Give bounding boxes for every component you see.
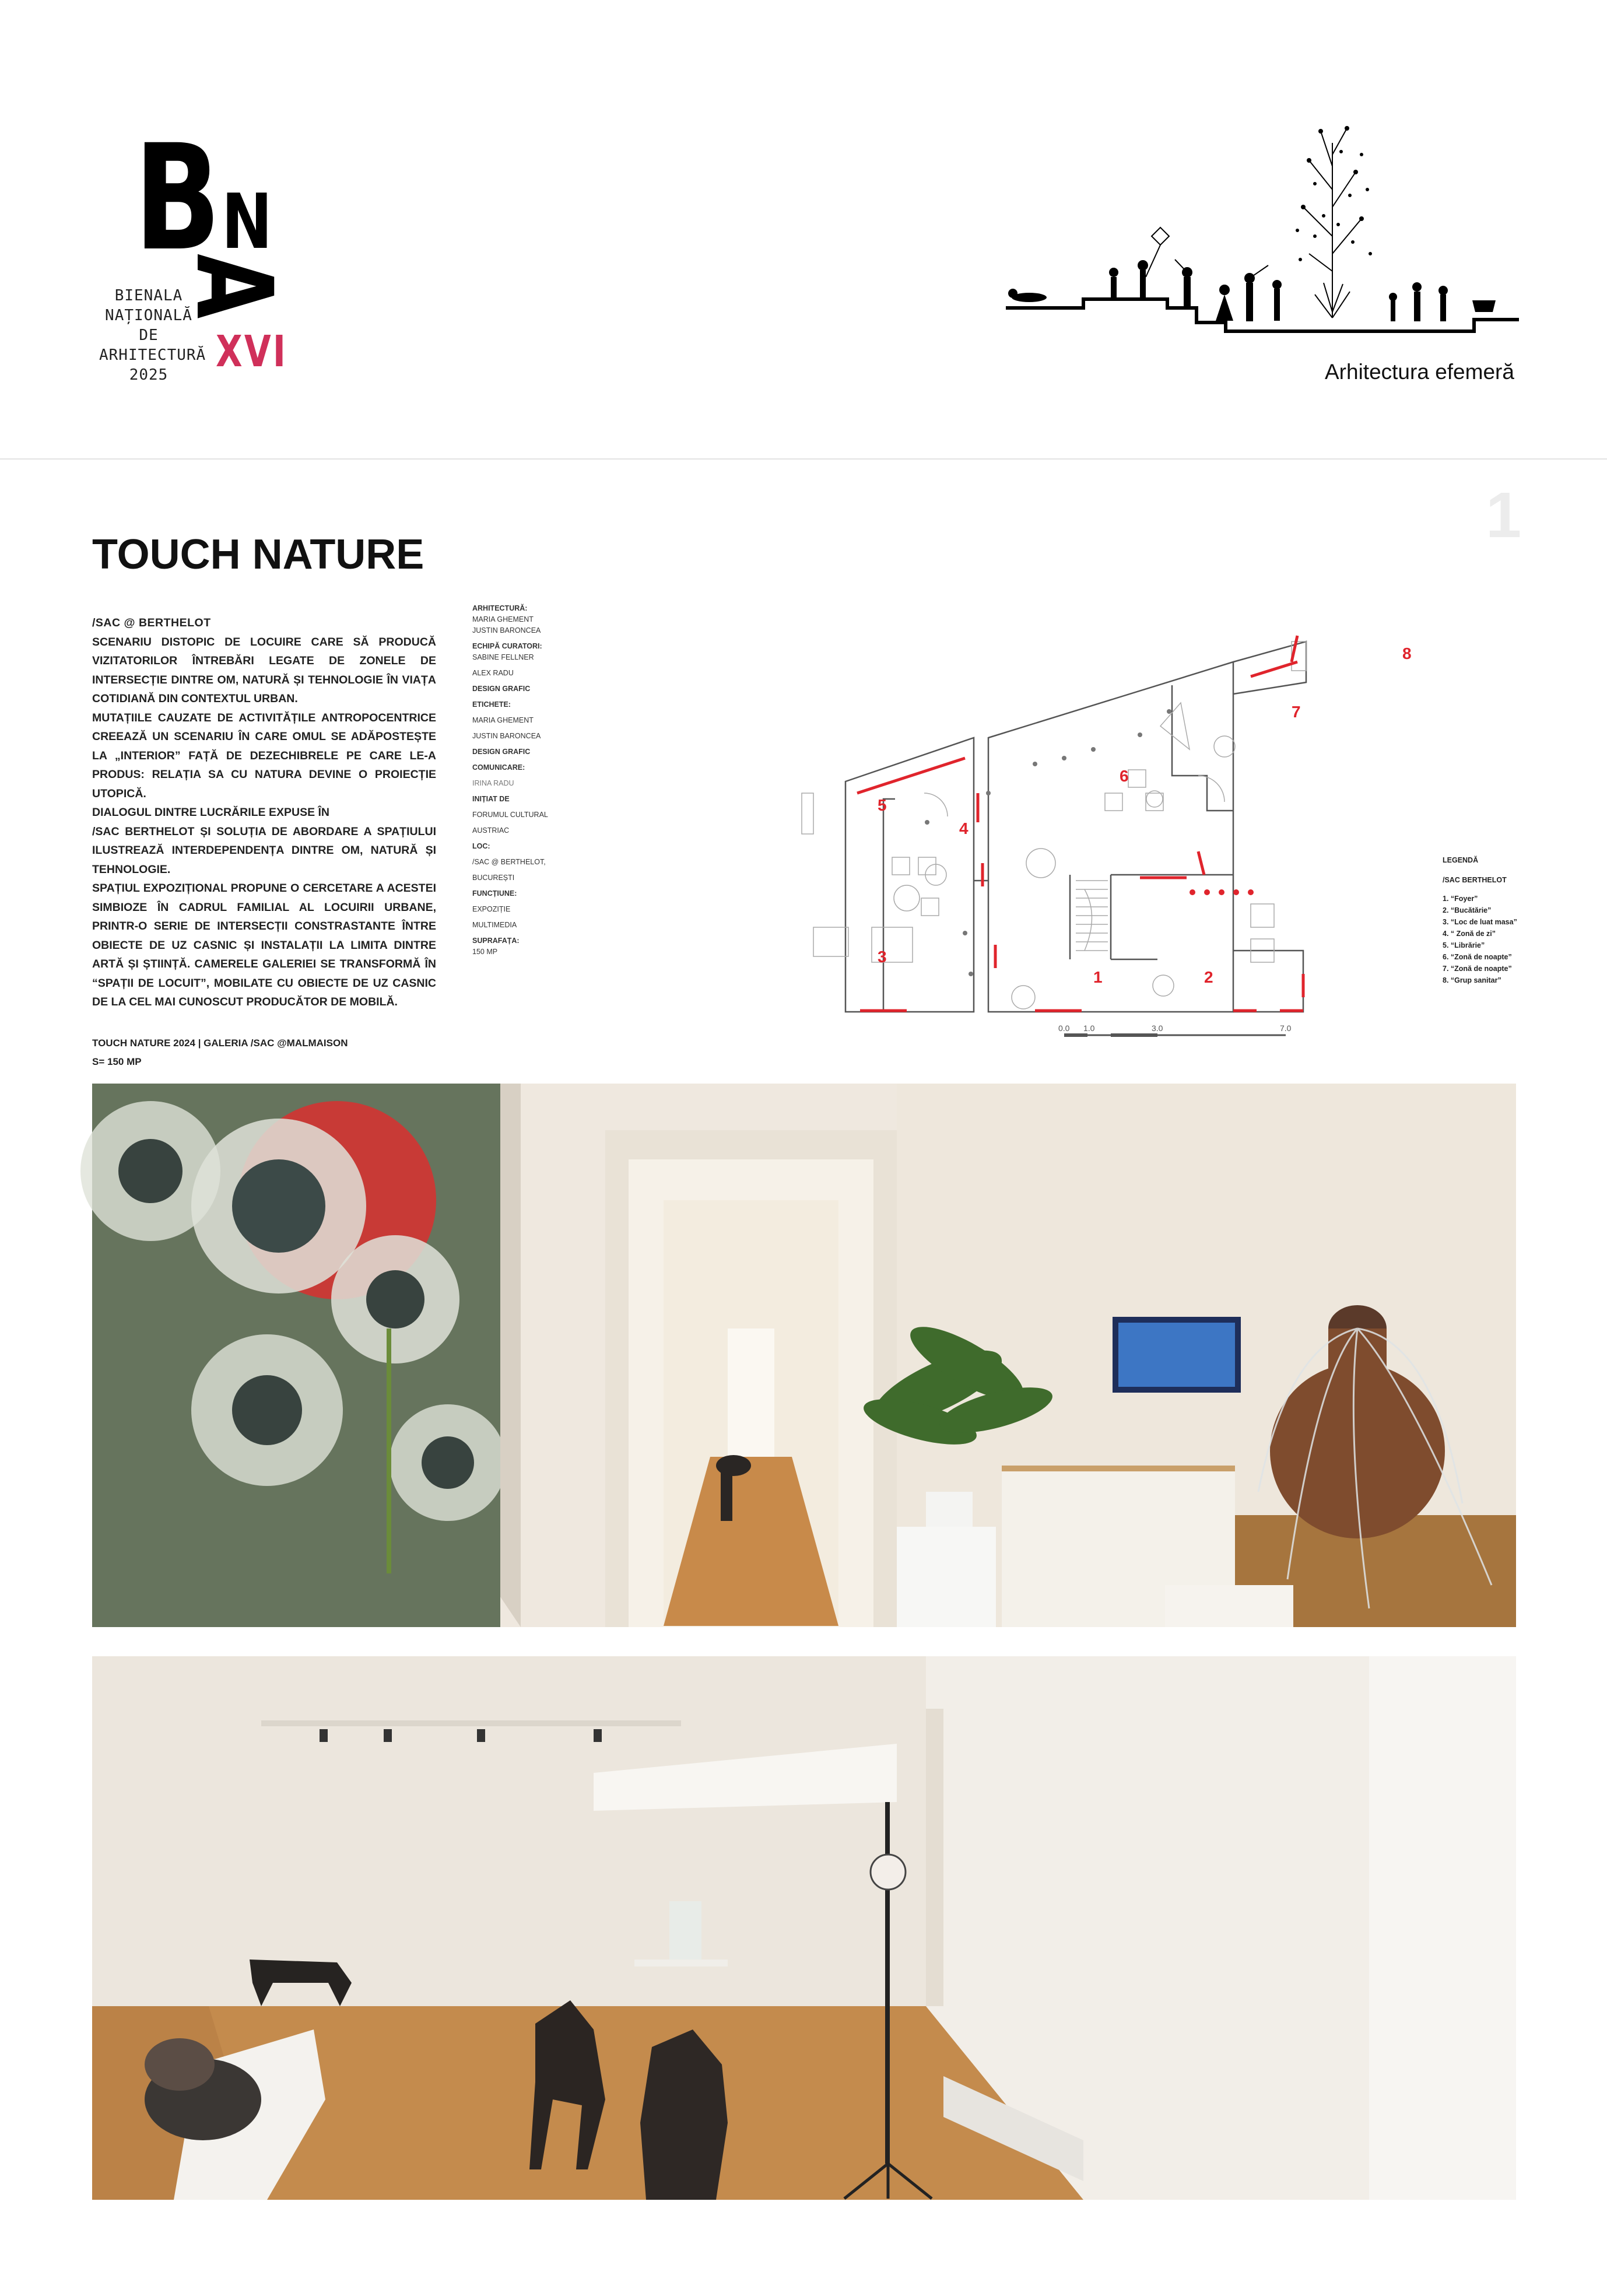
logo-line: NAȚIONALĂ xyxy=(105,307,192,324)
credits-list xyxy=(472,604,583,956)
theme-label: Arhitectura efemeră xyxy=(1325,360,1514,384)
description-paragraph: SCENARIU DISTOPIC DE LOCUIRE CARE SĂ PRODUCĂ VIZITATORILOR ÎNTREBĂRI LEGATE DE ZONELE DE INTERSECȚIE DINTRE OM, NATURĂ ȘI TEHNOLOGIE ÎN VIAȚA COTIDIANĂ DIN CONTEXTUL URBAN. xyxy=(92,635,436,705)
credit-value: IRINA RADU xyxy=(472,779,514,787)
room-number: 1 xyxy=(1093,968,1103,986)
project-description xyxy=(92,614,436,1012)
legend-item: 5. “Librărie” xyxy=(1443,941,1485,949)
scale-label: 7.0 xyxy=(1280,1023,1292,1033)
logo-letter-n: N xyxy=(222,177,273,266)
credit-value: EXPOZIȚIE xyxy=(472,905,511,913)
legend-item: 2. “Bucătărie” xyxy=(1443,906,1492,914)
credit-label: DESIGN GRAFIC xyxy=(472,685,531,693)
credit-label: ARHITECTURĂ: xyxy=(472,604,528,612)
logo-line: DE xyxy=(139,327,159,344)
credit-label: DESIGN GRAFIC xyxy=(472,748,531,756)
legend-item: 8. “Grup sanitar” xyxy=(1443,976,1501,984)
legend-item: 6. “Zonă de noapte” xyxy=(1443,953,1512,961)
credit-value: /SAC @ BERTHELOT, xyxy=(472,858,546,866)
gallery-photo-dogs xyxy=(92,1656,1516,2200)
credit-label: ETICHETE: xyxy=(472,700,511,709)
legend-item: 7. “Zonă de noapte” xyxy=(1443,965,1512,973)
credit-value: MULTIMEDIA xyxy=(472,921,517,929)
page-number: 1 xyxy=(1486,479,1522,551)
credit-value: SABINE FELLNER xyxy=(472,653,534,661)
legend-subtitle: /SAC BERTHELOT xyxy=(1443,876,1507,884)
legend-title: LEGENDĂ xyxy=(1443,856,1479,864)
credit-value: JUSTIN BARONCEA xyxy=(472,732,541,740)
credit-label: LOC: xyxy=(472,842,490,850)
description-paragraph: DIALOGUL DINTRE LUCRĂRILE EXPUSE ÎN xyxy=(92,806,329,819)
ephemeral-architecture-illustration xyxy=(1006,120,1519,364)
floor-plan xyxy=(790,601,1412,1050)
logo-text xyxy=(99,286,206,385)
scale-label: 1.0 xyxy=(1083,1023,1095,1033)
room-number: 3 xyxy=(878,948,887,966)
credit-value: AUSTRIAC xyxy=(472,826,510,835)
credit-value: JUSTIN BARONCEA xyxy=(472,626,541,635)
credit-value: FORUMUL CULTURAL xyxy=(472,811,548,819)
footer-line: TOUCH NATURE 2024 | GALERIA /SAC @MALMAISON xyxy=(92,1037,348,1049)
logo-line: BIENALA xyxy=(114,287,183,304)
description-paragraph: /SAC @ BERTHELOT xyxy=(92,616,211,629)
credit-label: SUPRAFAȚA: xyxy=(472,937,520,945)
credit-value: MARIA GHEMENT xyxy=(472,716,534,724)
legend-item: 3. “Loc de luat masa” xyxy=(1443,918,1517,926)
plan-legend xyxy=(1443,854,1517,986)
room-number: 8 xyxy=(1402,644,1412,662)
gallery-photo-kitchen xyxy=(92,1084,1516,1627)
credit-label: ECHIPĂ CURATORI: xyxy=(472,642,542,650)
legend-item: 4. “ Zonă de zi” xyxy=(1443,930,1496,938)
credit-value: BUCUREȘTI xyxy=(472,874,515,882)
credit-value: MARIA GHEMENT xyxy=(472,615,534,623)
credit-label: INIȚIAT DE xyxy=(472,795,510,803)
scale-label: 0.0 xyxy=(1058,1023,1070,1033)
logo-letter-a: A xyxy=(173,254,294,319)
room-number: 2 xyxy=(1204,968,1213,986)
description-paragraph: MUTAȚIILE CAUZATE DE ACTIVITĂȚILE ANTROPOCENTRICE CREEAZĂ UN SCENARIU ÎN CARE OMUL SE ADĂPOSTEȘTE LA „INTERIOR” FAȚĂ DE DEZECHIBRELE PE CARE LE-A PRODUS: RELAȚIA SA CU NATURA DEVINE O PROIECȚIE UTOPICĂ. xyxy=(92,711,436,800)
room-number: 5 xyxy=(878,796,887,814)
credit-label: COMUNICARE: xyxy=(472,763,525,772)
project-title: TOUCH NATURE xyxy=(92,531,424,578)
credit-value: 150 MP xyxy=(472,948,498,956)
logo-line: 2025 xyxy=(129,366,169,384)
room-number: 7 xyxy=(1292,703,1301,721)
legend-list xyxy=(1443,893,1517,986)
footer-line: S= 150 MP xyxy=(92,1056,142,1067)
logo-letter-b: B xyxy=(134,113,218,283)
credit-value: ALEX RADU xyxy=(472,669,514,677)
scale-label: 3.0 xyxy=(1152,1023,1163,1033)
project-footer-note xyxy=(92,1034,348,1071)
legend-item: 1. “Foyer” xyxy=(1443,895,1478,903)
logo-edition: XVI xyxy=(216,327,288,377)
header-divider xyxy=(0,458,1607,460)
bna-logo xyxy=(99,113,356,408)
logo-line: ARHITECTURĂ xyxy=(99,346,206,364)
credit-label: FUNCȚIUNE: xyxy=(472,889,517,898)
description-paragraph: SPAȚIUL EXPOZIȚIONAL PROPUNE O CERCETARE A ACESTEI SIMBIOZE ÎN CADRUL FAMILIAL AL LOCUIRII URBANE, PRINTR-O SERIE DE INTERSECȚII CONSTRASTANTE ÎNTRE OBIECTE DE UZ CASNIC ȘI INSTALAȚII LA LIMITA DINTRE ARTĂ ȘI ȘTIINȚĂ. CAMERELE GALERIEI SE TRANSFORMĂ ÎN “SPAȚII DE LOCUIT”, MOBILATE CU OBIECTE DE UZ CASNIC DE LA CEL MAI CUNOSCUT PRODUCĂTOR DE MOBILĂ. xyxy=(92,882,436,1008)
room-number: 4 xyxy=(959,819,969,837)
description-paragraph: /SAC BERTHELOT ȘI SOLUȚIA DE ABORDARE A SPAȚIULUI ILUSTREAZĂ INTERDEPENDENȚA DINTRE OM, NATURĂ ȘI TEHNOLOGIE. xyxy=(92,825,436,876)
room-number: 6 xyxy=(1120,767,1129,785)
